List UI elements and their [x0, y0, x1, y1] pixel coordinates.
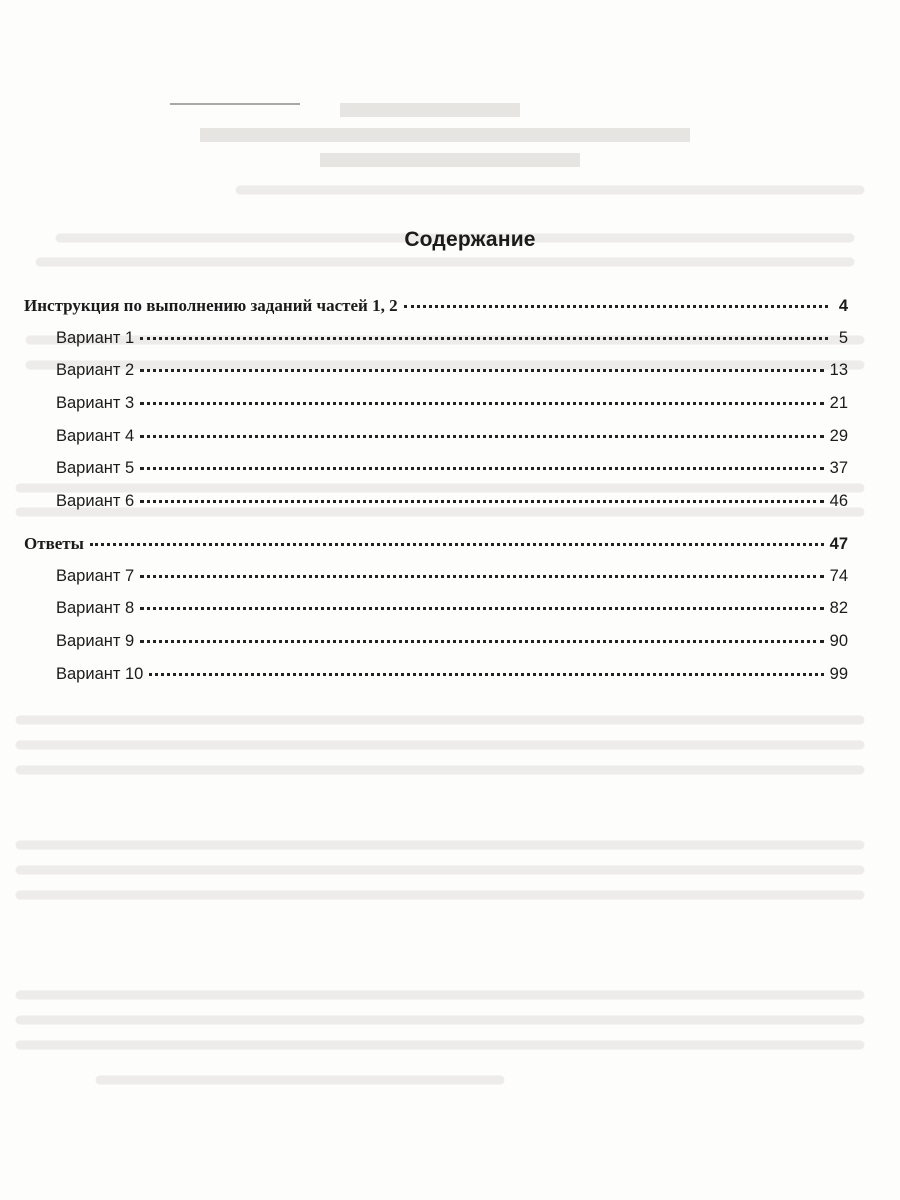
- dot-leader: [140, 398, 823, 405]
- toc-entry-label: Вариант 10: [56, 664, 144, 683]
- toc-entry-page: 82: [829, 599, 848, 618]
- dot-leader: [90, 539, 824, 546]
- page-title: Содержание: [404, 228, 536, 251]
- toc-entry-page: 74: [829, 566, 848, 585]
- toc-entry-label: Вариант 6: [56, 492, 135, 511]
- toc-entry-page: 47: [829, 534, 848, 553]
- toc-entry-instructions: [24, 296, 848, 329]
- table-of-contents: [24, 296, 848, 697]
- toc-entry-answers: [24, 534, 848, 567]
- toc-entry-label: Ответы: [24, 533, 84, 553]
- toc-entry-variant-5: [24, 459, 848, 492]
- toc-entry-variant-4: [24, 427, 848, 460]
- toc-entry-page: 99: [829, 664, 848, 683]
- toc-entry-page: 29: [829, 426, 848, 445]
- toc-entry-page: 37: [829, 459, 848, 478]
- dot-leader: [140, 571, 823, 578]
- toc-entry-page: 5: [838, 328, 848, 347]
- toc-entry-variant-3: [24, 394, 848, 427]
- dot-leader: [404, 301, 828, 308]
- dot-leader: [140, 431, 823, 438]
- toc-entry-label: Вариант 2: [56, 361, 135, 380]
- dot-leader: [149, 669, 823, 676]
- toc-entry-label: Инструкция по выполнению заданий частей 1, 2: [24, 296, 398, 315]
- toc-entry-label: Вариант 5: [56, 459, 135, 478]
- toc-entry-variant-7: [24, 567, 848, 600]
- dot-leader: [140, 333, 828, 340]
- toc-entry-label: Вариант 7: [56, 566, 135, 585]
- toc-entry-label: Вариант 9: [56, 631, 135, 650]
- dot-leader: [140, 463, 823, 470]
- toc-entry-page: 13: [829, 361, 848, 380]
- toc-entry-page: 90: [829, 631, 848, 650]
- toc-entry-variant-6: [24, 492, 848, 525]
- toc-entry-variant-8: [24, 599, 848, 632]
- dot-leader: [140, 603, 823, 610]
- toc-entry-variant-1: [24, 329, 848, 362]
- toc-entry-page: 21: [829, 394, 848, 413]
- toc-entry-label: Вариант 8: [56, 599, 135, 618]
- dot-leader: [140, 365, 823, 372]
- toc-entry-label: Вариант 3: [56, 394, 135, 413]
- toc-entry-variant-9: [24, 632, 848, 665]
- toc-entry-label: Вариант 4: [56, 426, 135, 445]
- toc-entry-label: Вариант 1: [56, 328, 135, 347]
- toc-entry-variant-10: [24, 665, 848, 698]
- dot-leader: [140, 496, 823, 503]
- toc-entry-page: 46: [829, 492, 848, 511]
- toc-entry-variant-2: [24, 361, 848, 394]
- dot-leader: [140, 636, 823, 643]
- toc-entry-page: 4: [838, 297, 848, 315]
